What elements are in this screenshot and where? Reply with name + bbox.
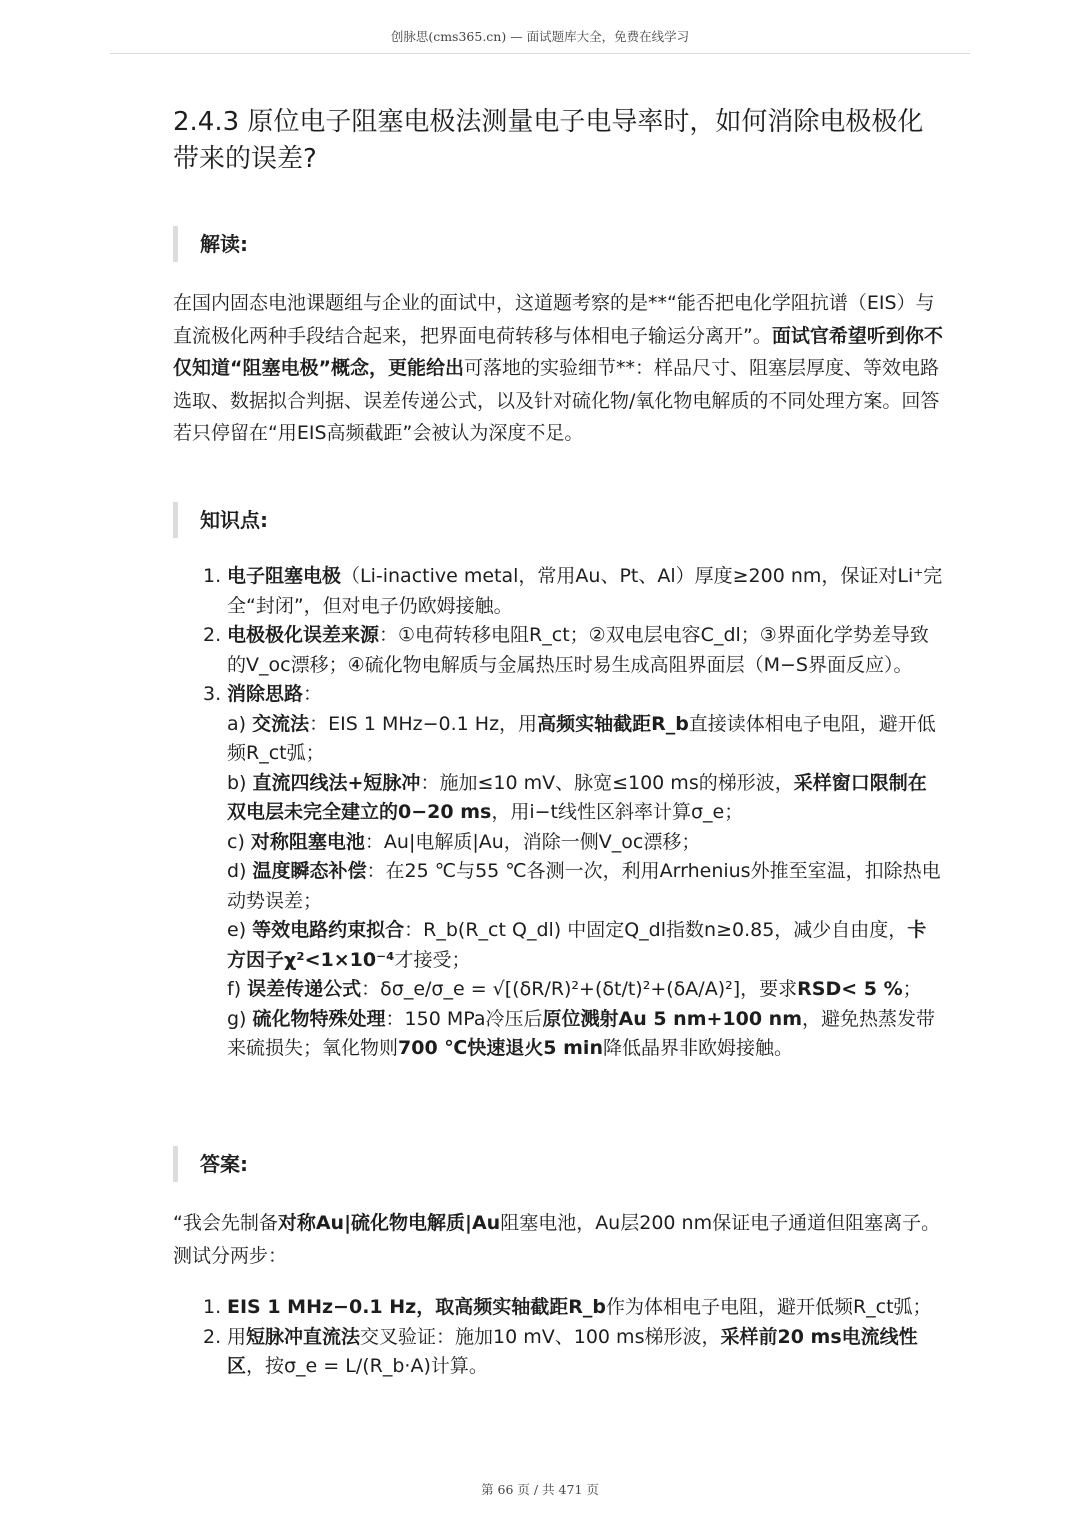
answer-paragraph: “我会先制备对称Au|硫化物电解质|Au阻塞电池，Au层200 nm保证电子通道但阻塞离子。测试分两步： [173, 1212, 941, 1267]
list-item: 1. EIS 1 MHz−0.1 Hz，取高频实轴截距R_b作为体相电子电阻，避开低频R_ct弧； [173, 1293, 943, 1323]
answer-list [173, 1293, 943, 1382]
answer-bold: 对称Au|硫化物电解质|Au [277, 1212, 501, 1234]
list-number: 3. [203, 683, 222, 705]
site-header: 创脉思(cms365.cn) — 面试题库大全，免费在线学习 [390, 29, 690, 44]
term-text: ：①电荷转移电阻R_ct；②双电层电容C_dl；③界面化学势差导致的V_oc漂移；④硫化物电解质与金属热压时易生成高阻界面层（M−S界面反应）。 [227, 624, 929, 676]
term-text: （Li-inactive metal，常用Au、Pt、Al）厚度≥200 nm，保证对Li⁺完全“封闭”，但对电子仍欧姆接触。 [227, 565, 943, 617]
list-number: 2. [203, 624, 222, 646]
sub-item-e: e) 等效电路约束拟合：R_b(R_ct Q_dl) 中固定Q_dl指数n≥0.85，减少自由度，卡方因子χ²<1×10⁻⁴才接受； [227, 919, 927, 971]
knowledge-heading: 知识点: [173, 502, 268, 538]
sub-item-f: f) 误差传递公式：δσ_e/σ_e = √[(δR/R)²+(δt/t)²+(δA/A)²]，要求RSD< 5 %； [227, 978, 922, 1000]
list-number: 1. [203, 565, 222, 587]
sub-item-b: b) 直流四线法+短脉冲：施加≤10 mV、脉宽≤100 ms的梯形波，采样窗口限制在双电层未完全建立的0−20 ms，用i−t线性区斜率计算σ_e； [227, 771, 927, 823]
sub-item-c: c) 对称阻塞电池：Au|电解质|Au，消除一侧V_oc漂移； [227, 830, 701, 853]
list-number: 1. [203, 1296, 222, 1318]
interpretation-paragraph [173, 287, 943, 450]
header-divider [110, 53, 970, 54]
list-item [173, 621, 943, 680]
knowledge-list [173, 562, 943, 1064]
question-title: 2.4.3 原位电子阻塞电极法测量电子电导率时，如何消除电极极化带来的误差? [173, 107, 924, 174]
list-item: 2. 用短脉冲直流法交叉验证：施加10 mV、100 ms梯形波，采样前20 ms电流线性区，按σ_e = L/(R_b·A)计算。 [173, 1323, 943, 1382]
interpretation-text-bold: 面试官希望听到你不仅知道“阻塞电极”概念，更能给出 [173, 324, 943, 380]
term-bold: 电子阻塞电极 [227, 565, 342, 587]
term-bold: 电极极化误差来源 [227, 624, 380, 646]
interpretation-heading: 解读: [173, 226, 248, 262]
page-footer: 第 66 页 / 共 471 页 [481, 1482, 599, 1497]
sub-item-d: d) 温度瞬态补偿：在25 ℃与55 ℃各测一次，利用Arrhenius外推至室温，扣除热电动势误差； [227, 860, 941, 912]
term-bold: 消除思路 [227, 683, 304, 705]
interpretation-text-1: 在国内固态电池课题组与企业的面试中，这道题考察的是**“能否把电化学阻抗谱（EIS）与直流极化两种手段结合起来，把界面电荷转移与体相电子输运分离开”。 [173, 292, 935, 347]
interpretation-text-2: 可落地的实验细节**：样品尺寸、阻塞层厚度、等效电路选取、数据拟合判据、误差传递公式，以及针对硫化物/氧化物电解质的不同处理方案。回答若只停留在“用EIS高频截距”会被认为深度不足。 [173, 357, 940, 445]
list-number: 2. [203, 1325, 222, 1348]
sub-item-g: g) 硫化物特殊处理：150 MPa冷压后原位溅射Au 5 nm+100 nm，避免热蒸发带来硫损失；氧化物则700 ℃快速退火5 min降低晶界非欧姆接触。 [227, 1007, 936, 1059]
list-item [173, 680, 943, 1064]
sub-item-a: a) 交流法：EIS 1 MHz−0.1 Hz，用高频实轴截距R_b直接读体相电子电阻，避开低频R_ct弧； [227, 712, 936, 764]
term-text: ： [303, 683, 323, 705]
list-item [173, 562, 943, 621]
answer-heading: 答案: [173, 1146, 248, 1182]
